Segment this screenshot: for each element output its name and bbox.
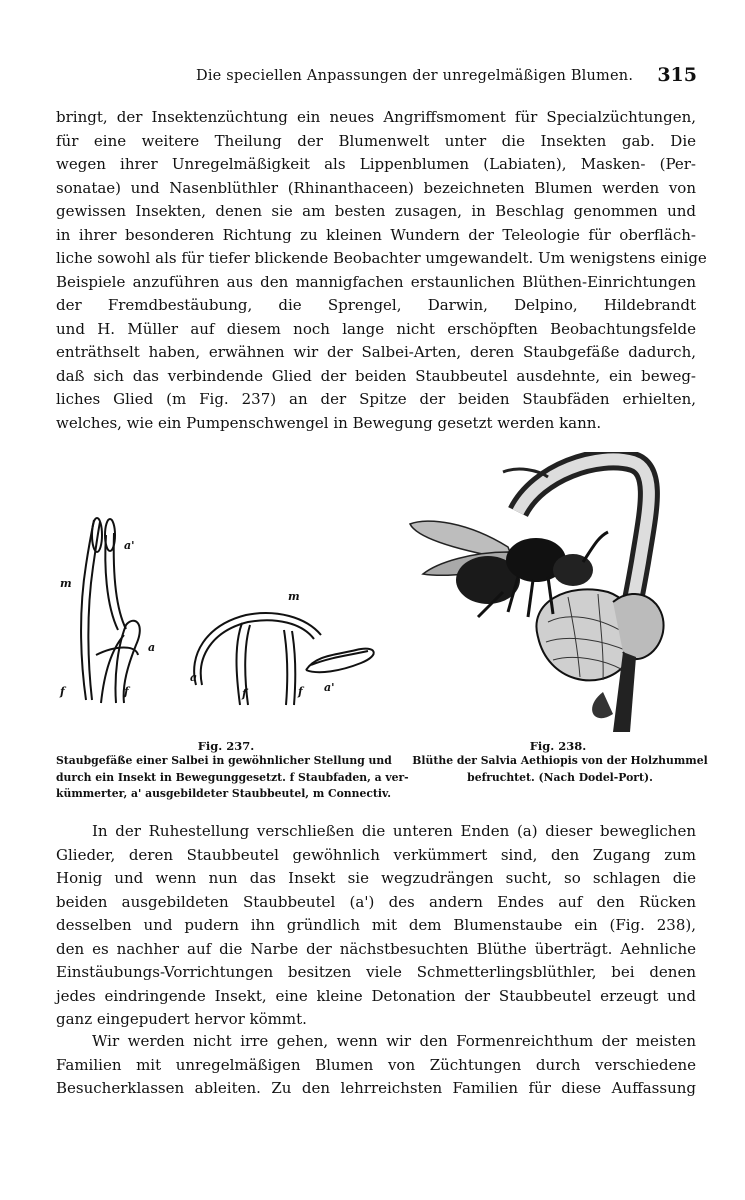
text-line: beiden ausgebildeten Staubbeutel (a') des andern Endes auf den Rücken [56, 892, 696, 911]
label-f1-left: f [60, 685, 65, 698]
label-a-prime-left: a' [124, 539, 135, 552]
text-line: wegen ihrer Unregelmäßigkeit als Lippenblumen (Labiaten), Masken- (Per- [56, 155, 696, 173]
label-m-left: m [60, 577, 72, 590]
label-m-right: m [288, 590, 300, 603]
paragraph-3 [56, 1030, 696, 1101]
text-line: Wir werden nicht irre gehen, wenn wir den Formenreichthum der meisten [92, 1032, 696, 1050]
label-a-left: a [148, 641, 156, 654]
text-line: Honig und wenn nun das Insekt sie wegzudrängen sucht, so schlagen die [56, 869, 696, 887]
text-line: jedes eindringende Insekt, eine kleine Detonation der Staubbeutel erzeugt und [56, 986, 696, 1005]
text-line: für eine weitere Theilung der Blumenwelt unter die Insekten gab. Die [56, 131, 696, 150]
caption-line: durch ein Insekt in Bewegunggesetzt. f Staubfaden, a ver- [56, 770, 409, 784]
figure-237-illustration [56, 505, 396, 730]
text-line: Einstäubungs-Vorrichtungen besitzen viele Schmetterlingsblüthler, bei denen [56, 963, 696, 981]
text-line: In der Ruhestellung verschließen die unteren Enden (a) dieser beweglichen [92, 822, 696, 840]
caption-line: Staubgefäße einer Salbei in gewöhnlicher Stellung und [56, 754, 392, 767]
figure-238-illustration [408, 452, 708, 737]
text-line: sonatae) und Nasenblüthler (Rhinanthaceen) bezeichneten Blumen werden von [56, 178, 696, 197]
paragraph-1 [56, 106, 707, 435]
text-line: enträthselt haben, erwähnen wir der Salbei-Arten, deren Staubgefäße dadurch, [56, 343, 696, 361]
text-line: liche sowohl als für tiefer blickende Beobachter umgewandelt. Um wenigstens einige [56, 249, 707, 267]
text-line: Beispiele anzuführen aus den mannigfachen erstaunlichen Blüthen-Einrichtungen [56, 272, 696, 291]
text-line: in ihrer besonderen Richtung zu kleinen Wundern der Teleologie für oberfläch- [56, 225, 696, 244]
figure-238-caption [410, 753, 710, 786]
text-line: welches, wie ein Pumpenschwengel in Bewegung gesetzt werden kann. [56, 413, 602, 432]
label-f1-right: f [242, 687, 247, 700]
label-a-prime-right: a' [324, 681, 335, 694]
running-title: Die speciellen Anpassungen der unregelmäßigen Blumen. [196, 68, 634, 84]
page-number: 315 [657, 64, 697, 86]
text-line: gewissen Insekten, denen sie am besten zusagen, in Beschlag genommen und [56, 202, 696, 220]
text-line: Familien mit unregelmäßigen Blumen von Züchtungen durch verschiedene [56, 1055, 696, 1074]
label-f2-right: f [298, 685, 303, 698]
text-line: Besucherklassen ableiten. Zu den lehrreichsten Familien für diese Auffassung [56, 1079, 696, 1097]
text-line: desselben und pudern ihn gründlich mit dem Blumenstaube ein (Fig. 238), [56, 916, 696, 934]
text-line: daß sich das verbindende Glied der beiden Staubbeutel ausdehnte, ein beweg- [56, 366, 696, 385]
figure-237-label: Fig. 237. [197, 739, 255, 753]
caption-line: befruchtet. (Nach Dodel-Port). [467, 770, 653, 784]
paragraph-2 [56, 820, 696, 1032]
text-line: Glieder, deren Staubbeutel gewöhnlich verkümmert sind, den Zugang zum [56, 845, 696, 864]
text-line: ganz eingepudert hervor kömmt. [56, 1010, 307, 1028]
text-line: der Fremdbestäubung, die Sprengel, Darwin, Delpino, Hildebrandt [56, 296, 696, 314]
text-line: bringt, der Insektenzüchtung ein neues Angriffsmoment für Specialzüchtungen, [56, 108, 696, 126]
text-line: den es nachher auf die Narbe der nächstbesuchten Blüthe überträgt. Aehnliche [56, 939, 696, 958]
caption-line: kümmerter, a' ausgebildeter Staubbeutel, m Connectiv. [56, 787, 391, 800]
page-header [56, 64, 697, 88]
label-a-right: a [190, 671, 198, 684]
figure-237-caption [56, 753, 409, 803]
label-f2-left: f [124, 685, 129, 698]
text-line: liches Glied (m Fig. 237) an der Spitze der beiden Staubfäden erhielten, [56, 390, 696, 408]
caption-line: Blüthe der Salvia Aethiopis von der Holzhummel [412, 754, 708, 767]
figure-238-label: Fig. 238. [529, 739, 587, 753]
text-line: und H. Müller auf diesem noch lange nicht erschöpften Beobachtungsfelde [56, 319, 696, 338]
